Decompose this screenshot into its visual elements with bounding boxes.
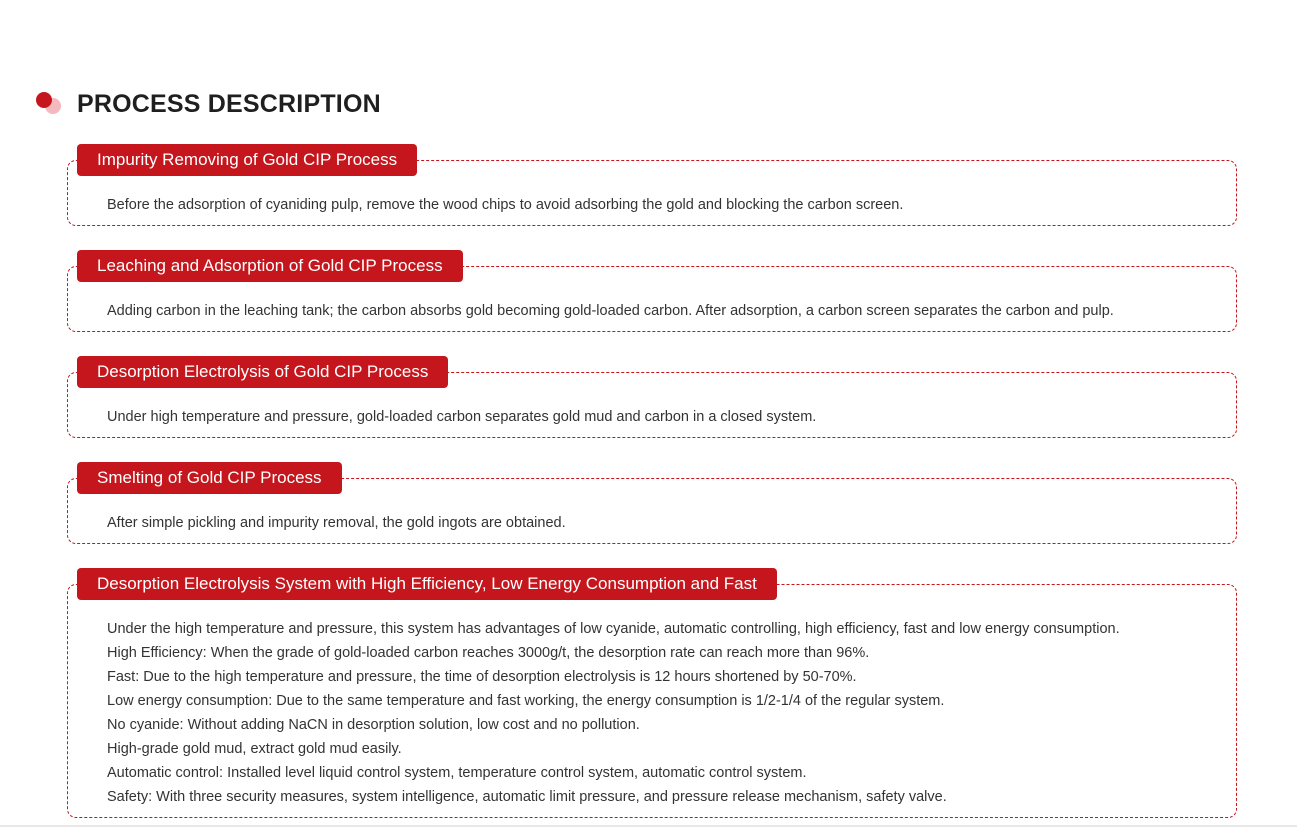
section-description	[107, 511, 1217, 535]
section-title-tag: Smelting of Gold CIP Process	[77, 462, 342, 494]
section-title-tag: Impurity Removing of Gold CIP Process	[77, 144, 417, 176]
process-description-header	[36, 86, 381, 122]
section-description	[107, 617, 1217, 809]
description-line: Under high temperature and pressure, gold-loaded carbon separates gold mud and carbon in a closed system.	[107, 409, 817, 425]
section-leaching-adsorption	[67, 250, 1237, 332]
description-line: Adding carbon in the leaching tank; the carbon absorbs gold becoming gold-loaded carbon. After adsorption, a carbon screen separates the carbon and pulp.	[107, 303, 1114, 319]
description-line: Under the high temperature and pressure, this system has advantages of low cyanide, automatic controlling, high efficiency, fast and low energy consumption.	[107, 621, 1120, 637]
description-line: Safety: With three security measures, system intelligence, automatic limit pressure, and pressure release mechanism, safety valve.	[107, 789, 947, 805]
bullet-dot-red	[36, 92, 52, 108]
description-line: Automatic control: Installed level liquid control system, temperature control system, automatic control system.	[107, 765, 807, 781]
description-line: Before the adsorption of cyaniding pulp, remove the wood chips to avoid adsorbing the gold and blocking the carbon screen.	[107, 197, 904, 213]
description-line: After simple pickling and impurity removal, the gold ingots are obtained.	[107, 515, 566, 531]
section-title-tag: Leaching and Adsorption of Gold CIP Process	[77, 250, 463, 282]
description-line: High Efficiency: When the grade of gold-loaded carbon reaches 3000g/t, the desorption rate can reach more than 96%.	[107, 645, 870, 661]
page-title: PROCESS DESCRIPTION	[77, 89, 381, 118]
description-line: Low energy consumption: Due to the same temperature and fast working, the energy consumption is 1/2-1/4 of the regular system.	[107, 693, 945, 709]
section-desorption-system	[67, 568, 1237, 818]
description-line: High-grade gold mud, extract gold mud easily.	[107, 741, 402, 757]
section-title-tag: Desorption Electrolysis of Gold CIP Process	[77, 356, 448, 388]
section-desorption-electrolysis	[67, 356, 1237, 438]
section-smelting	[67, 462, 1237, 544]
section-description	[107, 299, 1217, 323]
description-line: No cyanide: Without adding NaCN in desorption solution, low cost and no pollution.	[107, 717, 640, 733]
section-description	[107, 193, 1217, 217]
section-title-tag: Desorption Electrolysis System with High Efficiency, Low Energy Consumption and Fast	[77, 568, 777, 600]
description-line: Fast: Due to the high temperature and pressure, the time of desorption electrolysis is 12 hours shortened by 50-70%.	[107, 669, 857, 685]
bullet-dots-icon	[36, 89, 66, 119]
section-description	[107, 405, 1217, 429]
section-impurity-removing	[67, 144, 1237, 226]
